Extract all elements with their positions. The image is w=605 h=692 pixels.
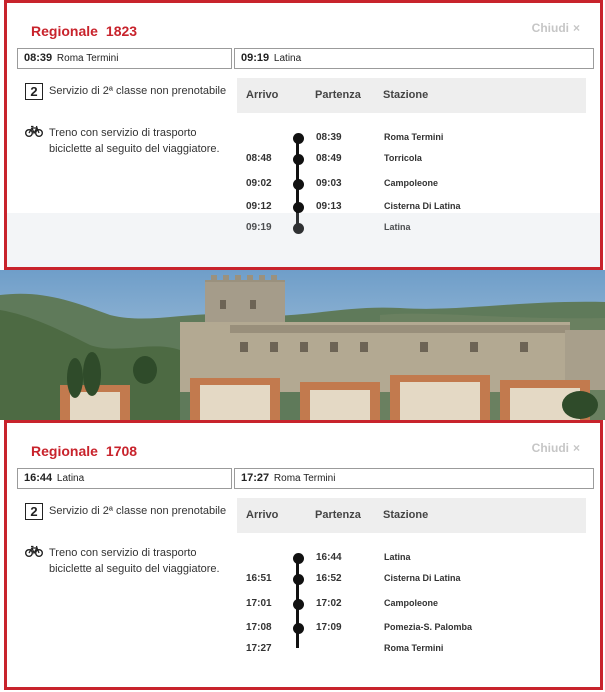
stop-departure: 16:44	[316, 552, 342, 563]
photo-bleed-overlay	[7, 213, 600, 270]
column-arrival: Arrivo	[246, 509, 279, 521]
stop-arrival: 16:51	[246, 573, 272, 584]
stop-departure: 17:09	[316, 622, 342, 633]
close-icon: ×	[572, 441, 580, 455]
service-class-text: Servizio di 2ª classe non prenotabile	[49, 505, 227, 517]
stop-row	[237, 130, 597, 146]
stop-dot-icon	[293, 154, 304, 165]
origin-station: Roma Termini	[56, 53, 119, 64]
stop-dot-icon	[293, 623, 304, 634]
service-class-info	[25, 503, 235, 519]
route-origin	[17, 48, 232, 69]
origin-station: Latina	[56, 473, 85, 484]
stop-station: Latina	[384, 552, 411, 562]
stop-station: Roma Termini	[384, 132, 444, 142]
stop-arrival: 09:02	[246, 178, 272, 189]
stop-dot-icon	[293, 202, 304, 213]
route-origin	[17, 468, 232, 489]
class-2-icon: 2	[25, 503, 43, 520]
train-detail-panel	[4, 0, 603, 270]
stop-row	[237, 151, 597, 167]
service-class-text: Servizio di 2ª classe non prenotabile	[49, 85, 227, 97]
destination-time: 09:19	[241, 52, 270, 64]
stop-dot-icon	[293, 133, 304, 144]
train-title	[31, 443, 137, 459]
destination-station: Roma Termini	[273, 473, 336, 484]
train-title	[31, 23, 137, 39]
route-destination	[234, 468, 594, 489]
stop-departure: 09:03	[316, 178, 342, 189]
service-bike-info	[25, 545, 235, 577]
stop-station: Torricola	[384, 153, 422, 163]
stops-table-header	[237, 498, 586, 533]
close-label: Chiudi	[531, 21, 569, 35]
stops-table-header	[237, 78, 586, 113]
stop-station: Campoleone	[384, 178, 439, 188]
train-number: 1708	[105, 443, 138, 459]
castle-landscape-photo	[0, 270, 605, 420]
stop-station: Roma Termini	[384, 643, 444, 653]
train-type: Regionale	[31, 23, 98, 39]
class-2-icon: 2	[25, 83, 43, 100]
route-summary	[17, 468, 594, 489]
bicycle-icon	[25, 545, 43, 557]
stop-departure: 09:13	[316, 201, 342, 212]
stop-row	[237, 641, 597, 657]
stop-arrival: 17:08	[246, 622, 272, 633]
stop-arrival: 17:01	[246, 598, 272, 609]
stop-arrival: 09:12	[246, 201, 272, 212]
train-detail-panel	[4, 420, 603, 690]
stop-departure: 08:39	[316, 132, 342, 143]
stop-arrival: 09:19	[246, 222, 272, 233]
service-bike-text: Treno con servizio di trasporto biciclette al seguito del viaggiatore.	[49, 127, 220, 155]
stop-row	[237, 596, 597, 612]
destination-station: Latina	[273, 53, 302, 64]
bicycle-icon	[25, 125, 43, 137]
close-label: Chiudi	[531, 441, 569, 455]
route-destination	[234, 48, 594, 69]
stop-row	[237, 620, 597, 636]
train-type: Regionale	[31, 443, 98, 459]
route-summary	[17, 48, 594, 69]
stop-row	[237, 550, 597, 566]
stop-dot-icon	[293, 553, 304, 564]
stop-station: Campoleone	[384, 598, 439, 608]
stop-departure: 08:49	[316, 153, 342, 164]
stop-dot-icon	[293, 599, 304, 610]
stop-arrival: 17:27	[246, 643, 272, 654]
stop-departure: 16:52	[316, 573, 342, 584]
stop-row	[237, 176, 597, 192]
column-station: Stazione	[383, 89, 429, 101]
close-icon: ×	[572, 21, 580, 35]
service-bike-info	[25, 125, 235, 157]
stop-station: Latina	[384, 222, 411, 232]
service-class-info	[25, 83, 235, 99]
origin-time: 16:44	[24, 472, 53, 484]
close-button[interactable]	[532, 441, 580, 455]
stop-departure: 17:02	[316, 598, 342, 609]
stop-arrival: 08:48	[246, 153, 272, 164]
column-departure: Partenza	[315, 89, 361, 101]
train-number: 1823	[105, 23, 138, 39]
stop-dot-icon	[293, 574, 304, 585]
stop-station: Pomezia-S. Palomba	[384, 622, 473, 632]
column-departure: Partenza	[315, 509, 361, 521]
stop-station: Cisterna Di Latina	[384, 201, 461, 211]
close-button[interactable]	[532, 21, 580, 35]
stop-dot-icon	[293, 179, 304, 190]
origin-time: 08:39	[24, 52, 53, 64]
column-arrival: Arrivo	[246, 89, 279, 101]
stop-station: Cisterna Di Latina	[384, 573, 461, 583]
column-station: Stazione	[383, 509, 429, 521]
service-bike-text: Treno con servizio di trasporto biciclette al seguito del viaggiatore.	[49, 547, 220, 575]
destination-time: 17:27	[241, 472, 270, 484]
stop-row	[237, 571, 597, 587]
